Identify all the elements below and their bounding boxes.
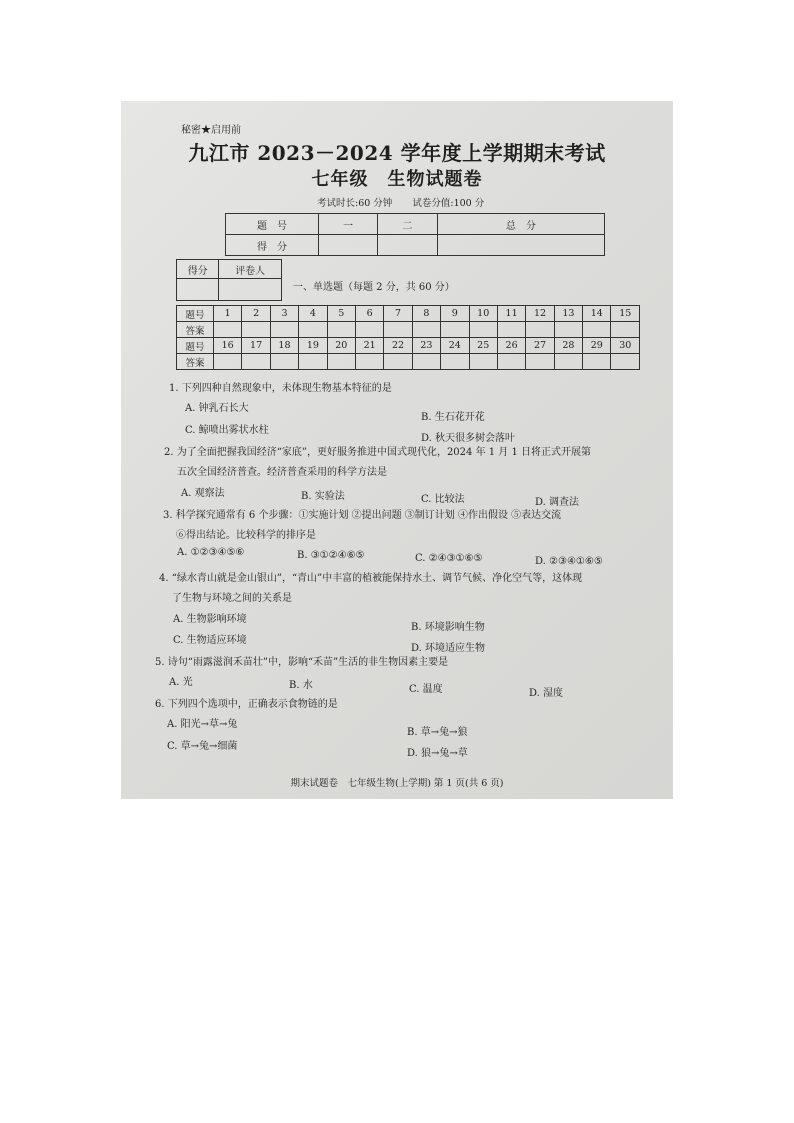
question-number-cell: 22 (384, 338, 412, 354)
question-number-cell: 2 (242, 306, 270, 322)
answer-cell[interactable] (583, 354, 611, 370)
answer-cell[interactable] (242, 354, 270, 370)
question-option: B. 生石花开花 (421, 412, 485, 423)
question-option: D. 秋天很多树会落叶 (421, 433, 516, 444)
answer-grid-label: 答案 (177, 322, 214, 338)
answer-cell[interactable] (469, 322, 497, 338)
question-option: C. 比较法 (421, 494, 465, 505)
answer-cell[interactable] (526, 354, 554, 370)
secret-label: 秘密★启用前 (181, 125, 241, 136)
grader-name-cell[interactable] (219, 279, 282, 301)
answer-cell[interactable] (554, 322, 582, 338)
question-number-cell: 16 (214, 338, 242, 354)
question-number-cell: 8 (412, 306, 440, 322)
question-number-cell: 14 (583, 306, 611, 322)
grader-name-label: 评卷人 (219, 260, 282, 279)
answer-cell[interactable] (412, 322, 440, 338)
question-option: D. 狼→兔→草 (407, 748, 468, 759)
answer-grid-label: 答案 (177, 354, 214, 370)
question-number-cell: 10 (469, 306, 497, 322)
answer-cell[interactable] (299, 322, 327, 338)
answer-cell[interactable] (270, 322, 298, 338)
question-number-cell: 26 (497, 338, 525, 354)
question-option: A. ①②③④⑤⑥ (177, 547, 245, 558)
question-number-cell: 23 (412, 338, 440, 354)
question-number-cell: 24 (441, 338, 469, 354)
question-stem: 3. 科学探究通常有 6 个步骤：①实施计划 ②提出问题 ③制订计划 ④作出假设 ⑤表达交流 (163, 510, 562, 521)
answer-grid-label: 题号 (177, 338, 214, 354)
answer-cell[interactable] (611, 354, 640, 370)
question-number-cell: 25 (469, 338, 497, 354)
question-option: D. 调查法 (535, 497, 580, 508)
score-header-cell: 题 号 (226, 214, 319, 235)
exam-subtitle: 七年级 生物试题卷 (311, 169, 483, 190)
question-option: A. 钟乳石长大 (185, 403, 249, 414)
question-number-cell: 7 (384, 306, 412, 322)
question-number-cell: 18 (270, 338, 298, 354)
question-option: A. 光 (169, 677, 193, 688)
grader-score-label: 得分 (177, 260, 219, 279)
question-option: C. 鲸喷出雾状水柱 (185, 425, 269, 436)
question-stem: 2. 为了全面把握我国经济“家底”，更好服务推进中国式现代化，2024 年 1 月 1 日将正式开展第 (164, 447, 592, 458)
question-option: B. 水 (289, 680, 313, 691)
question-number-cell: 9 (441, 306, 469, 322)
question-option: C. 草→兔→细菌 (167, 741, 238, 752)
question-stem: 6. 下列四个选项中，正确表示食物链的是 (155, 699, 338, 710)
question-stem: ⑥得出结论。比较科学的排序是 (176, 530, 316, 541)
score-header-cell: 一 (319, 214, 378, 235)
question-option: B. ③①②④⑥⑤ (297, 550, 365, 561)
question-stem: 1. 下列四种自然现象中，未体现生物基本特征的是 (169, 383, 392, 394)
question-option: D. ②③④①⑥⑤ (535, 556, 603, 567)
score-header-cell: 二 (378, 214, 437, 235)
answer-cell[interactable] (355, 354, 383, 370)
question-option: B. 实验法 (301, 491, 345, 502)
answer-cell[interactable] (384, 322, 412, 338)
answer-grid (176, 305, 640, 370)
question-stem: 了生物与环境之间的关系是 (172, 593, 292, 604)
question-option: A. 生物影响环境 (173, 614, 247, 625)
question-number-cell: 13 (554, 306, 582, 322)
question-number-cell: 29 (583, 338, 611, 354)
answer-cell[interactable] (355, 322, 383, 338)
question-number-cell: 30 (611, 338, 640, 354)
question-option: D. 环境适应生物 (411, 643, 486, 654)
answer-cell[interactable] (327, 354, 355, 370)
score-table (225, 213, 605, 256)
question-number-cell: 20 (327, 338, 355, 354)
question-stem: 五次全国经济普查。经济普查采用的科学方法是 (177, 467, 387, 478)
page-footer: 期末试题卷 七年级生物(上学期) 第 1 页(共 6 页) (290, 778, 504, 789)
answer-cell[interactable] (441, 354, 469, 370)
question-option: D. 湿度 (529, 688, 564, 699)
question-number-cell: 19 (299, 338, 327, 354)
answer-cell[interactable] (214, 354, 242, 370)
question-stem: 5. 诗句“雨露滋润禾苗壮”中，影响“禾苗”生活的非生物因素主要是 (155, 657, 449, 668)
question-number-cell: 17 (242, 338, 270, 354)
question-option: B. 环境影响生物 (411, 622, 485, 633)
question-number-cell: 11 (497, 306, 525, 322)
answer-cell[interactable] (611, 322, 640, 338)
question-number-cell: 12 (526, 306, 554, 322)
question-number-cell: 5 (327, 306, 355, 322)
answer-cell[interactable] (214, 322, 242, 338)
answer-cell[interactable] (384, 354, 412, 370)
score-cell[interactable] (319, 235, 378, 256)
exam-paper-photo (121, 101, 673, 799)
question-option: C. 生物适应环境 (173, 635, 247, 646)
grader-score-cell[interactable] (177, 279, 219, 301)
answer-cell[interactable] (469, 354, 497, 370)
question-option: C. 温度 (409, 684, 443, 695)
answer-grid-label: 题号 (177, 306, 214, 322)
exam-time: 考试时长:60 分钟 (317, 198, 393, 209)
question-number-cell: 3 (270, 306, 298, 322)
question-option: A. 阳光→草→兔 (167, 719, 238, 730)
score-header-cell: 总 分 (437, 214, 604, 235)
answer-cell[interactable] (270, 354, 298, 370)
exam-meta (317, 195, 484, 209)
answer-cell[interactable] (526, 322, 554, 338)
question-number-cell: 15 (611, 306, 640, 322)
question-number-cell: 27 (526, 338, 554, 354)
question-number-cell: 6 (355, 306, 383, 322)
answer-cell[interactable] (497, 322, 525, 338)
score-cell[interactable] (437, 235, 604, 256)
question-stem: 4. “绿水青山就是金山银山”，“青山”中丰富的植被能保持水土、调节气候、净化空气等，这体现 (159, 573, 583, 584)
answer-cell[interactable] (441, 322, 469, 338)
answer-cell[interactable] (242, 322, 270, 338)
question-number-cell: 1 (214, 306, 242, 322)
question-option: C. ②④③①⑥⑤ (415, 553, 483, 564)
grader-table (176, 259, 282, 301)
answer-cell[interactable] (554, 354, 582, 370)
question-number-cell: 28 (554, 338, 582, 354)
section-title: 一、单选题（每题 2 分，共 60 分） (293, 282, 455, 293)
score-row-label: 得 分 (226, 235, 319, 256)
score-cell[interactable] (378, 235, 437, 256)
answer-cell[interactable] (327, 322, 355, 338)
exam-title: 九江市 2023－2024 学年度上学期期末考试 (188, 141, 606, 165)
question-number-cell: 21 (355, 338, 383, 354)
question-option: A. 观察法 (181, 488, 225, 499)
question-number-cell: 4 (299, 306, 327, 322)
question-option: B. 草→兔→狼 (407, 727, 468, 738)
answer-cell[interactable] (497, 354, 525, 370)
exam-score: 试卷分值:100 分 (412, 198, 485, 209)
answer-cell[interactable] (412, 354, 440, 370)
answer-cell[interactable] (583, 322, 611, 338)
answer-cell[interactable] (299, 354, 327, 370)
